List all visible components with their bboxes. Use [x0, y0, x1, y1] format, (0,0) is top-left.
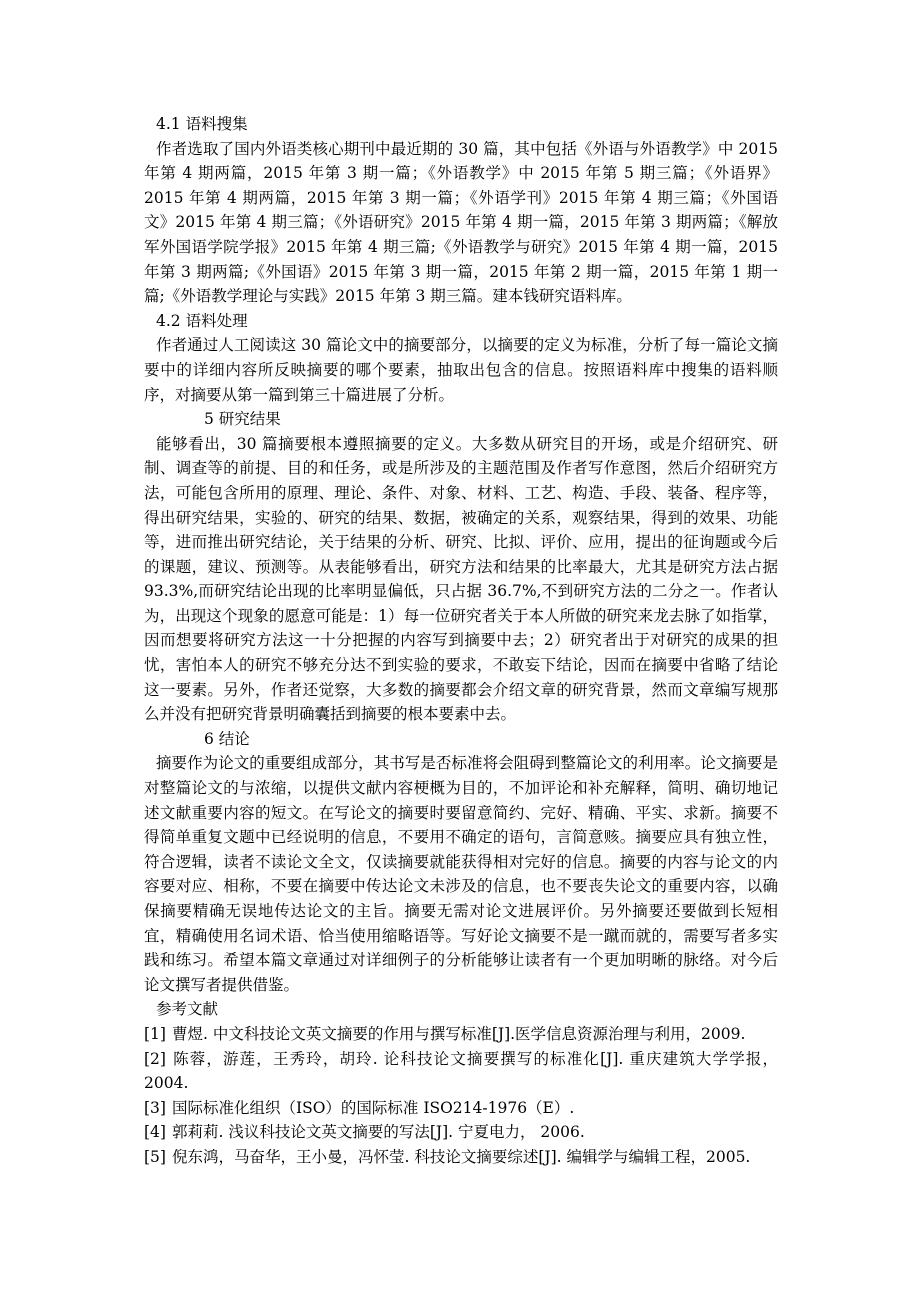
- references-title: 参考文献: [156, 1000, 219, 1019]
- reference-number: [5]: [144, 1147, 166, 1166]
- reference-number: [2]: [144, 1049, 166, 1068]
- reference-number: [4]: [144, 1123, 166, 1142]
- reference-text: 郭莉莉. 浅议科技论文英文摘要的写法[J]. 宁夏电力， 2006.: [171, 1123, 585, 1142]
- reference-text: 陈蓉，游莲，王秀玲，胡玲. 论科技论文摘要撰写的标准化[J]. 重庆建筑大学学报，2004.: [144, 1049, 778, 1093]
- document-body: [144, 112, 778, 1170]
- reference-text: 倪东鸿，马奋华，王小曼，冯怀莹. 科技论文摘要综述[J]. 编辑学与编辑工程，2005.: [171, 1147, 751, 1166]
- reference-number: [1]: [144, 1024, 166, 1043]
- reference-item: [144, 1022, 778, 1047]
- reference-number: [3]: [144, 1098, 166, 1117]
- section-4-1-paragraph: 作者选取了国内外语类核心期刊中最近期的 30 篇，其中包括《外语与外语教学》中 2015 年第 4 期两篇，2015 年第 3 期一篇；《外语教学》中 2015 年第 5 期三篇；《外语界》2015 年第 4 期两篇，2015 年第 3 期一篇；《外语学刊》2015 年第 4 期三篇；《外国语文》2015 年第 4 期三篇；《外语研究》2015 年第 4 期一篇，2015 年第 3 期两篇；《解放军外国语学院学报》2015 年第 4 期三篇;《外语教学与研究》2015 年第 4 期一篇，2015 年第 3 期两篇;《外国语》2015 年第 3 期一篇，2015 年第 2 期一篇，2015 年第 1 期一篇;《外语教学理论与实践》2015 年第 3 期三篇。建本钱研究语料库。: [144, 139, 778, 306]
- reference-item: [144, 1047, 778, 1096]
- section-5-paragraph: 能够看出，30 篇摘要根本遵照摘要的定义。大多数从研究目的开场，或是介绍研究、研制、调查等的前提、目的和任务，或是所涉及的主题范围及作者写作意图，然后介绍研究方法，可能包含所用的原理、理论、条件、对象、材料、工艺、构造、手段、装备、程序等，得出研究结果，实验的、研究的结果、数据，被确定的关系，观察结果，得到的效果、功能等，进而推出研究结论，关于结果的分析、研究、比拟、评价、应用，提出的征询题或今后的课题，建议、预测等。从表能够看出，研究方法和结果的比率最大，尤其是研究方法占据 93.3%,而研究结论出现的比率明显偏低，只占据 36.7%,不到研究方法的二分之一。作者认为，出现这个现象的愿意可能是：1）每一位研究者关于本人所做的研究来龙去脉了如指掌，因而想要将研究方法这一十分把握的内容写到摘要中去；2）研究者出于对研究的成果的担忧，害怕本人的研究不够充分达不到实验的要求，不敢妄下结论，因而在摘要中省略了结论这一要素。另外，作者还觉察，大多数的摘要都会介绍文章的研究背景，然而文章编写规那么并没有把研究背景明确囊括到摘要的根本要素中去。: [144, 434, 778, 724]
- reference-text: 曹煜. 中文科技论文英文摘要的作用与撰写标准[J].医学信息资源治理与利用，2009.: [171, 1024, 746, 1043]
- section-4-2-heading: 4.2 语料处理: [156, 311, 248, 330]
- reference-item: [144, 1145, 778, 1170]
- section-6-heading: 6 结论: [204, 729, 250, 748]
- references-list: [144, 1022, 778, 1170]
- section-4-2-paragraph: 作者通过人工阅读这 30 篇论文中的摘要部分，以摘要的定义为标准，分析了每一篇论文摘要中的详细内容所反映摘要的哪个要素，抽取出包含的信息。按照语料库中搜集的语料顺序，对摘要从第一篇到第三十篇进展了分析。: [144, 336, 778, 404]
- reference-item: [144, 1120, 778, 1145]
- section-4-1-heading: 4.1 语料搜集: [156, 115, 248, 133]
- section-5-heading: 5 研究结果: [204, 410, 281, 429]
- section-6-paragraph: 摘要作为论文的重要组成部分，其书写是否标准将会阻碍到整篇论文的利用率。论文摘要是对整篇论文的与浓缩，以提供文献内容梗概为目的，不加评论和补充解释，简明、确切地记述文献重要内容的短文。在写论文的摘要时要留意简约、完好、精确、平实、求新。摘要不得简单重复文题中已经说明的信息，不要用不确定的语句，言简意赅。摘要应具有独立性，符合逻辑，读者不读论文全文，仅读摘要就能获得相对完好的信息。摘要的内容与论文的内容要对应、相称，不要在摘要中传达论文未涉及的信息，也不要丧失论文的重要内容，以确保摘要精确无误地传达论文的主旨。摘要无需对论文进展评价。另外摘要还要做到长短相宜，精确使用名词术语、恰当使用缩略语等。写好论文摘要不是一蹴而就的，需要写者多实践和练习。希望本篇文章通过对详细例子的分析能够让读者有一个更加明晰的脉络。对今后论文撰写者提供借鉴。: [144, 754, 778, 994]
- reference-text: 国际标准化组织（ISO）的国际标准 ISO214-1976（E）.: [171, 1098, 575, 1117]
- reference-item: [144, 1096, 778, 1121]
